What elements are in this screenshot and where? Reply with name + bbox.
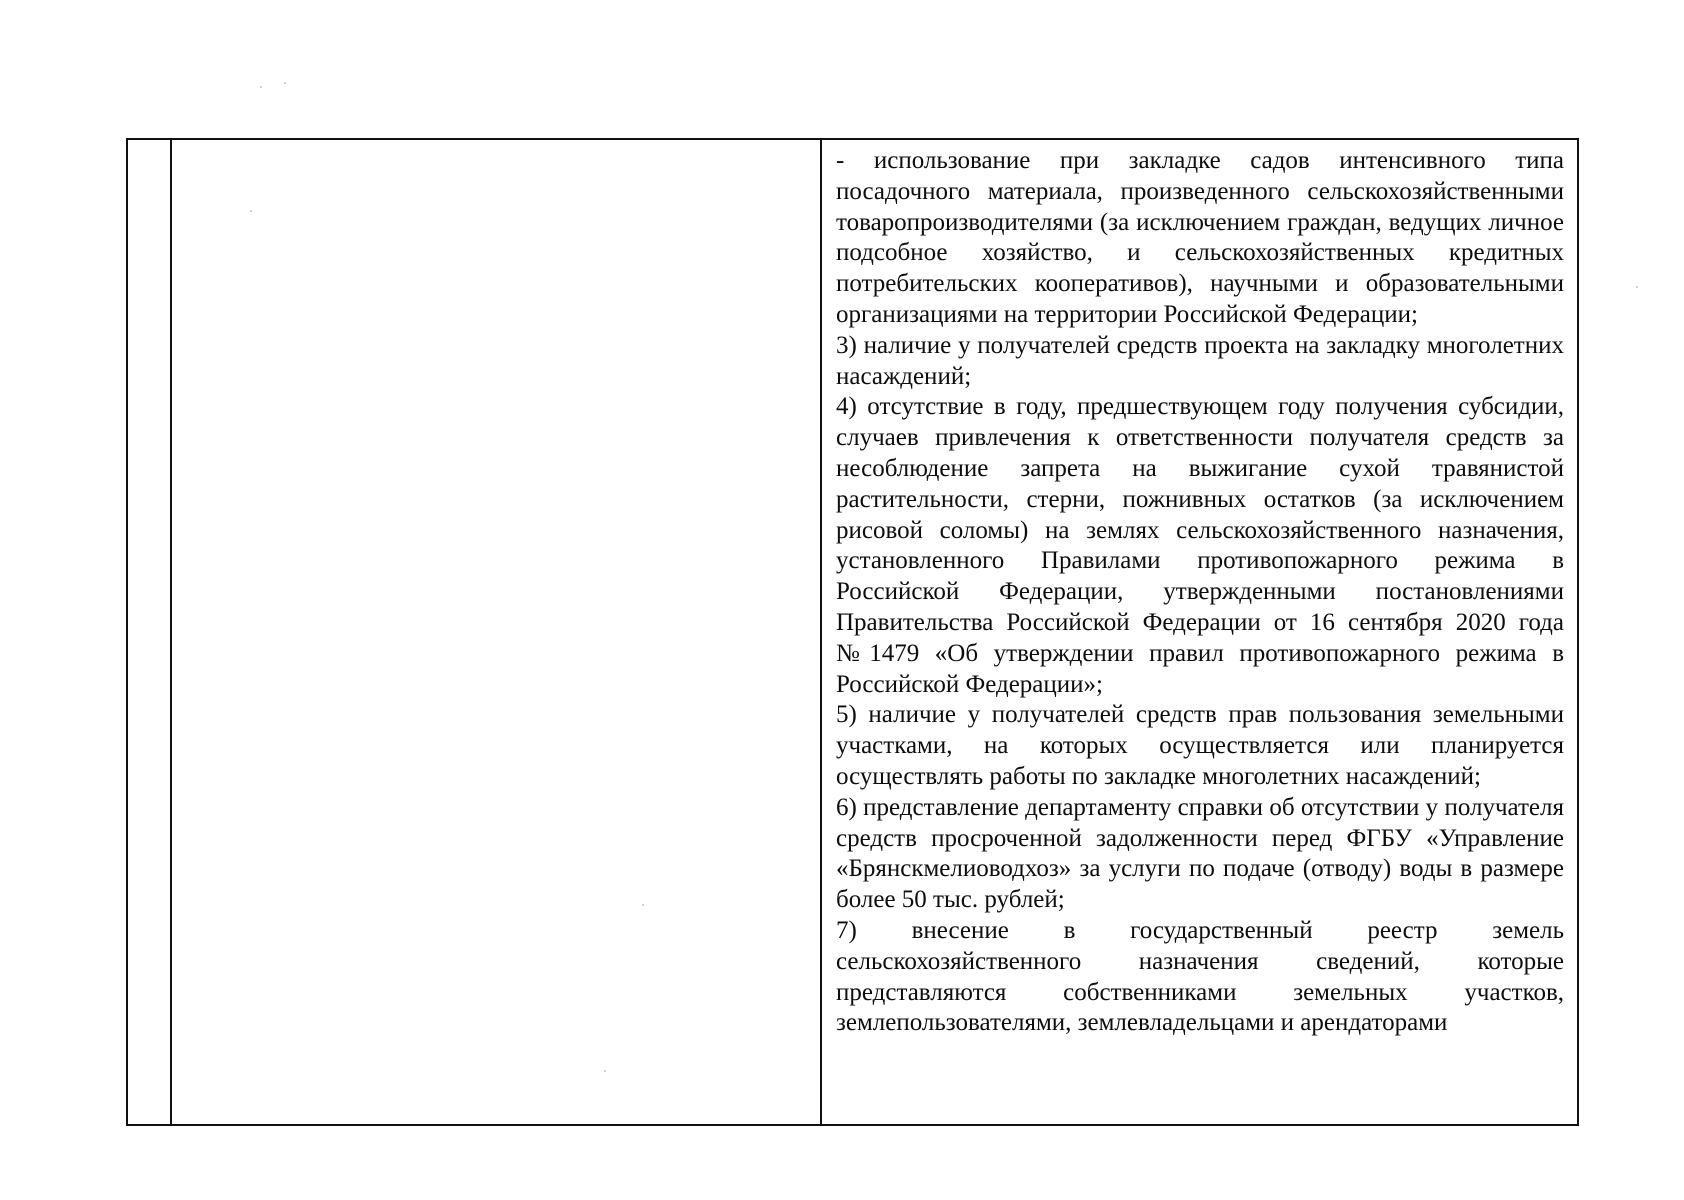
scan-speck [260, 86, 262, 88]
scan-speck [284, 82, 286, 84]
paragraph-item-6: 6) представление департаменту справки об отсутствии у получателя средств просроченной задолженности перед ФГБУ «Управление «Брянскмелиоводхоз» за услуги по подаче (отводу) воды в размере более 50 тыс. рублей; [836, 793, 1564, 914]
paragraph-item-4: 4) отсутствие в году, предшествующем году получения субсидии, случаев привлечения к ответственности получателя средств за несоблюдение запрета на выжигание сухой травянистой растительности, стерни, пожнивных остатков (за исключением рисовой соломы) на землях сельскохозяйственного назначения, установленного Правилами противопожарного режима в Российской Федерации, утвержденными постановлениями Правительства Российской Федерации от 16 сентября 2020 года №1479 «Об утверждении правил противопожарного режима в Российской Федерации»; [836, 393, 1564, 698]
column-divider [820, 140, 822, 1124]
column-divider [170, 140, 172, 1124]
paragraph-item-3: 3) наличие у получателей средств проекта на закладку многолетних насаждений; [836, 331, 1564, 390]
paragraph-item-5: 5) наличие у получателей средств прав пользования земельными участками, на которых осуществляется или планируется осуществлять работы по закладке многолетних насаждений; [836, 701, 1564, 790]
document-table [126, 138, 1579, 1126]
scan-speck [1636, 286, 1638, 288]
paragraph-item-7: 7) внесение в государственный реестр земель сельскохозяйственного назначения сведений, которые представляются собственниками земельных участков, землепользователями, землевладельцами и арендаторами [836, 916, 1564, 1037]
paragraph-item-planting-material: - использование при закладке садов интенсивного типа посадочного материала, произведенного сельскохозяйственными товаропроизводителями (за исключением граждан, ведущих личное подсобное хозяйство, и сельскохозяйственных кредитных потребительских кооперативов), научными и образовательными организациями на территории Российской Федерации; [836, 147, 1564, 328]
table-cell-text [836, 146, 1564, 1039]
